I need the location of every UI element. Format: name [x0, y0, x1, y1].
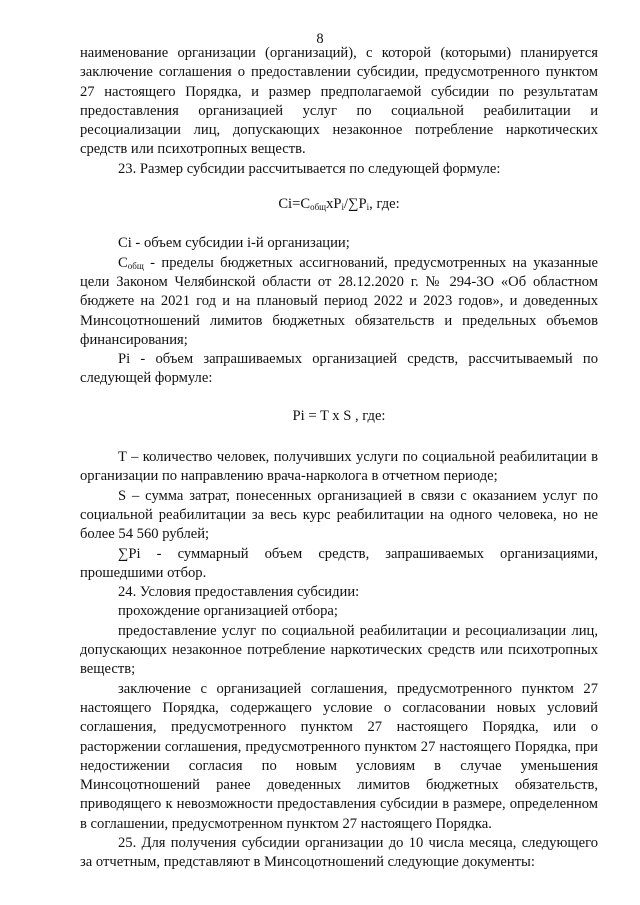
formula-lhs: Ci=C: [278, 196, 311, 213]
formula-pi: Pi = T x S , где:: [292, 407, 386, 424]
definition-pi: Pi - объем запрашиваемых организацией средств, рассчитываемый по следующей формуле:: [80, 351, 598, 387]
formula-sub-i2: i: [366, 202, 370, 213]
formula-tail: , где:: [369, 196, 400, 213]
formula-sub-i: i: [341, 202, 345, 213]
paragraph-23: 23. Размер субсидии рассчитывается по следующей формуле:: [118, 160, 501, 177]
paragraph-24: 24. Условия предоставления субсидии:: [118, 584, 360, 601]
condition-services: предоставление услуг по социальной реабилитации и ресоциализации лиц, допускающих незаконное потребление наркотических средств или психотропных веществ;: [80, 622, 598, 678]
definition-ci: Ci - объем субсидии i-й организации;: [118, 235, 350, 252]
definition-c-total: [80, 254, 598, 350]
paragraph-organization-name: наименование организации (организаций), с которой (которыми) планируется заключение соглашения о предоставлении субсидии, предусмотренного пунктом 27 настоящего Порядка, и размер предполагаемой субсидии по результатам предоставления организацией услуг по социальной реабилитации и ресоциализации лиц, допускающих незаконное потребление наркотических средств или психотропных веществ.: [80, 45, 598, 158]
definition-s: S – сумма затрат, понесенных организацией в связи с оказанием услуг по социальной реабилитации за весь курс реабилитации на одного человека, но не более 54 560 рублей;: [80, 487, 598, 543]
definition-t: T – количество человек, получивших услуги по социальной реабилитации в организации по направлению врача-нарколога в отчетном периоде;: [80, 449, 598, 485]
paragraph-25: 25. Для получения субсидии организации до 10 числа месяца, следующего за отчетным, представляют в Минсоцотношений следующие документы:: [80, 834, 598, 871]
definition-c-total-text: - пределы бюджетных ассигнований, предусмотренных на указанные цели Законом Челябинской области от 28.12.2020 г. № 294-ЗО «Об областном бюджете на 2021 год и на плановый период 2022 и 2023 годов», и доведенных Минсоцотношений лимитов бюджетных обязательств и предельных объемов финансирования;: [80, 254, 598, 348]
page-number: 8: [316, 31, 324, 47]
document-body: [80, 44, 598, 873]
condition-selection: прохождение организацией отбора;: [118, 603, 338, 620]
symbol-c-total-sub: общ: [127, 260, 144, 271]
symbol-c-total: C: [118, 254, 128, 271]
formula-subsidy: [80, 195, 598, 214]
formula-mid: xP: [326, 196, 342, 213]
condition-agreement: заключение с организацией соглашения, предусмотренного пунктом 27 настоящего Порядка, содержащего условие о согласовании новых условий соглашения, предусмотренного пунктом 27 настоящего Порядка, или о расторжении соглашения, предусмотренного пунктом 27 настоящего Порядка, при недостижении согласия по новым условиям в случае уменьшения Минсоцотношений ранее доведенных лимитов бюджетных обязательств, приводящего к невозможности предоставления субсидии в размере, определенном в соглашении, предусмотренном пунктом 27 настоящего Порядка.: [80, 680, 598, 832]
formula-sub-total: общ: [310, 202, 327, 213]
formula-mid2: /∑P: [344, 196, 367, 213]
definition-sum-pi: ∑Pi - суммарный объем средств, запрашиваемых организациями, прошедшими отбор.: [80, 545, 598, 581]
